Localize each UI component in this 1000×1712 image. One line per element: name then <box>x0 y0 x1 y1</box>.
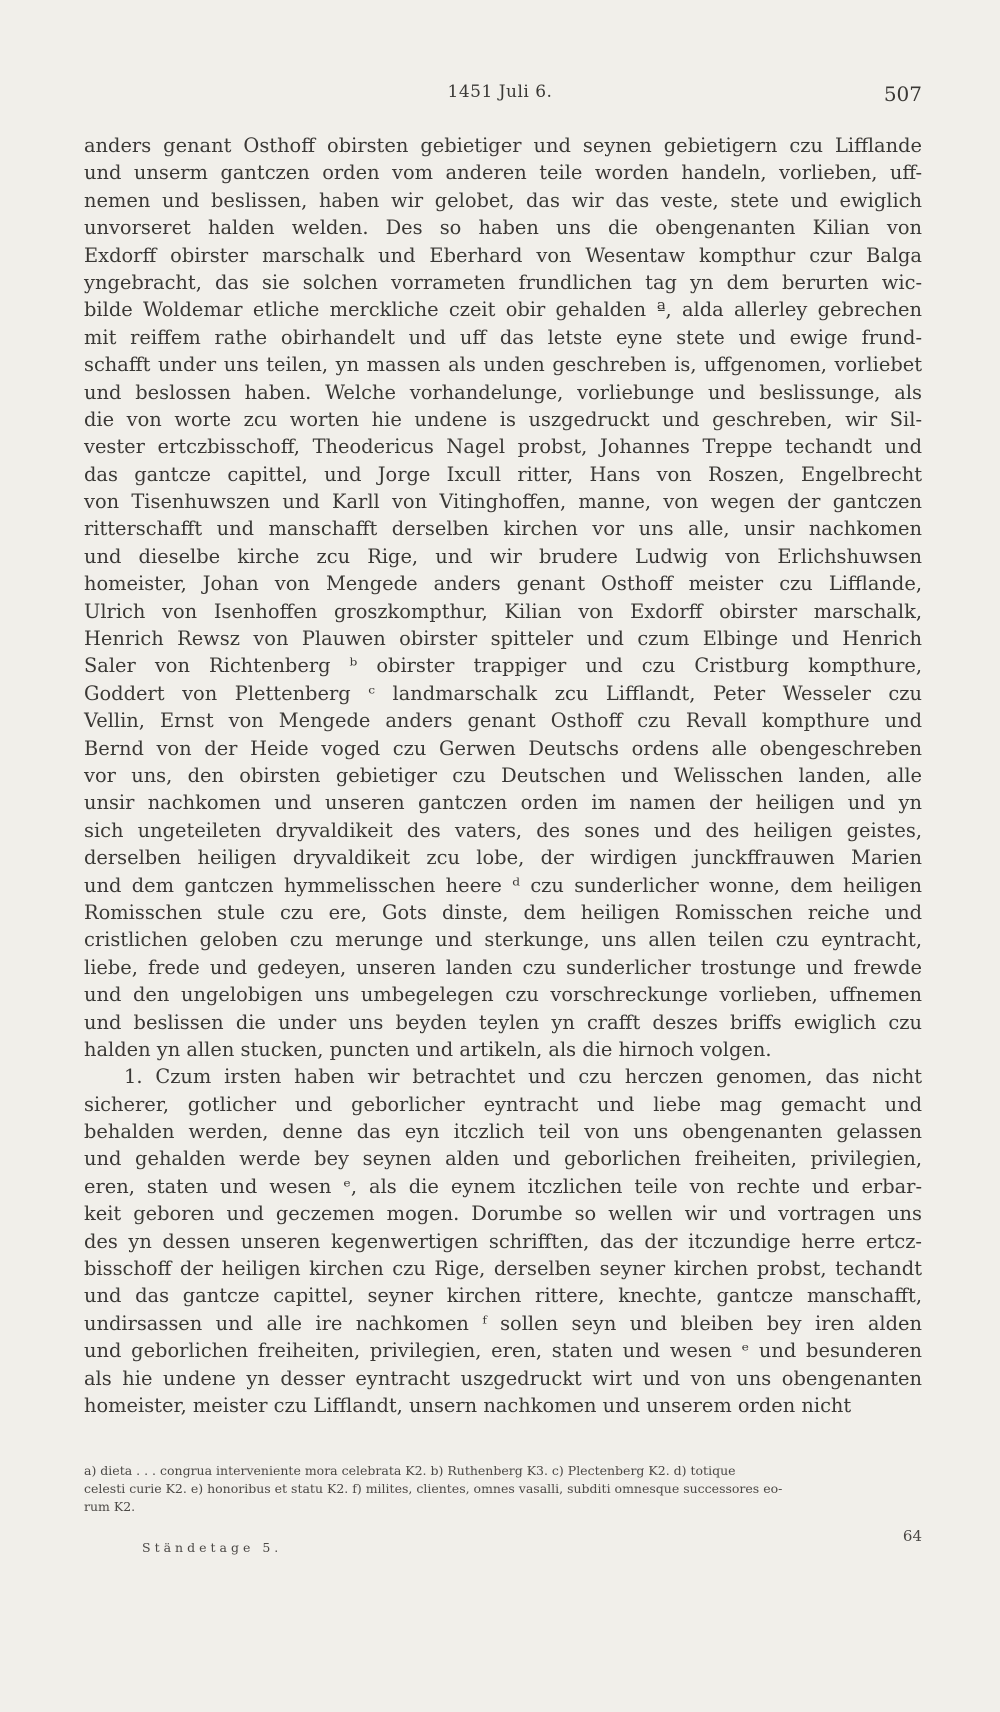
text-line: eren, staten und wesen ᵉ, als die eynem itczlichen teile von rechte und erbar- <box>84 1174 922 1198</box>
text-line: Bernd von der Heide voged czu Gerwen Deutschs ordens alle obengeschreben <box>84 736 922 760</box>
text-line: mit reiffem rathe obirhandelt und uff das letste eyne stete und ewige frund- <box>84 325 922 349</box>
text-line: undirsassen und alle ire nachkomen ᶠ sollen seyn und bleiben bey iren alden <box>84 1311 922 1335</box>
footnote-line: celesti curie K2. e) honoribus et statu K2. f) milites, clientes, omnes vasalli, subditi omnesque successores eo- <box>84 1481 783 1496</box>
text-line: und unserm gantczen orden vom anderen teile worden handeln, vorlieben, uff- <box>84 161 922 185</box>
text-line: sich ungeteileten dryvaldikeit des vaters, des sones und des heiligen geistes, <box>84 818 922 842</box>
text-line: von Tisenhuwszen und Karll von Vitinghoffen, manne, von wegen der gantczen <box>84 490 922 514</box>
text-line: die von worte zcu worten hie undene is uszgedruckt und geschreben, wir Sil- <box>84 407 922 431</box>
text-line: und dem gantczen hymmelisschen heere ᵈ czu sunderlicher wonne, dem heiligen <box>84 873 922 897</box>
running-head <box>0 78 1000 108</box>
footnote-line: a) dieta . . . congrua interveniente mora celebrata K2. b) Ruthenberg K3. c) Plectenberg K2. d) totique <box>84 1463 736 1478</box>
page-number: 507 <box>883 82 922 106</box>
text-line: cristlichen geloben czu merunge und sterkunge, uns allen teilen czu eyntracht, <box>84 928 922 952</box>
footnotes <box>84 1462 922 1516</box>
text-line: sicherer, gotlicher und geborlicher eyntracht und liebe mag gemacht und <box>84 1092 922 1116</box>
text-line: und gehalden werde bey seynen alden und geborlichen freiheiten, privilegien, <box>84 1147 922 1171</box>
text-line: Goddert von Plettenberg ᶜ landmarschalk zcu Lifflandt, Peter Wesseler czu <box>84 681 922 705</box>
text-line: schafft under uns teilen, yn massen als unden geschreben is, uffgenomen, vorliebet <box>84 353 922 377</box>
text-line: anders genant Osthoff obirsten gebietiger und seynen gebietigern czu Lifflande <box>84 134 922 157</box>
text-line: liebe, frede und gedeyen, unseren landen czu sunderlicher trostunge und frewde <box>84 955 922 979</box>
text-line: Henrich Rewsz von Plauwen obirster spitteler und czum Elbinge und Henrich <box>84 627 922 651</box>
text-line: unsir nachkomen und unseren gantczen orden im namen der heiligen und yn <box>84 791 922 815</box>
text-line: und beslissen die under uns beyden teylen yn crafft deszes briffs ewiglich czu <box>84 1010 922 1034</box>
footnote-line: rum K2. <box>84 1499 136 1514</box>
text-line: und dieselbe kirche zcu Rige, und wir brudere Ludwig von Erlichshuwsen <box>84 544 922 568</box>
text-line: homeister, meister czu Lifflandt, unsern nachkomen und unserem orden nicht <box>84 1393 852 1417</box>
text-line: 1. Czum irsten haben wir betrachtet und czu herczen genomen, das nicht <box>124 1065 922 1089</box>
text-line: das gantcze capittel, und Jorge Ixcull ritter, Hans von Roszen, Engelbrecht <box>84 462 922 486</box>
text-line: bisschoff der heiligen kirchen czu Rige, derselben seyner kirchen probst, techandt <box>84 1257 922 1281</box>
text-line: und das gantcze capittel, seyner kirchen rittere, knechte, gantcze manschafft, <box>84 1284 922 1308</box>
sheet-number: 64 <box>902 1527 922 1545</box>
body-text <box>84 132 922 1419</box>
text-line: unvorseret halden welden. Des so haben uns die obengenanten Kilian von <box>84 216 922 240</box>
text-line: keit geboren und geczemen mogen. Dorumbe so wellen wir und vortragen uns <box>84 1202 922 1226</box>
running-title: 1451 Juli 6. <box>447 82 553 102</box>
text-line: homeister, Johan von Mengede anders genant Osthoff meister czu Lifflande, <box>84 572 922 596</box>
text-line: derselben heiligen dryvaldikeit zcu lobe, der wirdigen junckffrauwen Marien <box>84 846 922 870</box>
signature-mark: Ständetage 5. <box>142 1540 283 1555</box>
text-line: und geborlichen freiheiten, privilegien, eren, staten und wesen ᵉ und besunderen <box>84 1339 922 1363</box>
text-line: Romisschen stule czu ere, Gots dinste, dem heiligen Romisschen reiche und <box>84 900 922 924</box>
text-line: Ulrich von Isenhoffen groszkompthur, Kilian von Exdorff obirster marschalk, <box>84 599 922 623</box>
text-line: und beslossen haben. Welche vorhandelunge, vorliebunge und beslissunge, als <box>84 380 922 404</box>
text-line: yngebracht, das sie solchen vorrameten frundlichen tag yn dem berurten wic- <box>84 270 922 294</box>
text-line: ritterschafft und manschafft derselben kirchen vor uns alle, unsir nachkomen <box>84 517 922 541</box>
text-line: behalden werden, denne das eyn itczlich teil von uns obengenanten gelassen <box>84 1120 922 1144</box>
text-line: und den ungelobigen uns umbegelegen czu vorschreckunge vorlieben, uffnemen <box>84 983 922 1007</box>
text-line: Vellin, Ernst von Mengede anders genant Osthoff czu Revall kompthure und <box>84 709 922 733</box>
text-line: nemen und beslissen, haben wir gelobet, das wir das veste, stete und ewiglich <box>84 188 922 212</box>
text-line: vor uns, den obirsten gebietiger czu Deutschen und Welisschen landen, alle <box>84 763 922 787</box>
text-line: Exdorff obirster marschalk und Eberhard von Wesentaw kompthur czur Balga <box>84 243 922 267</box>
text-line: als hie undene yn desser eyntracht uszgedruckt wirt und von uns obengenanten <box>84 1366 922 1390</box>
text-line: des yn dessen unseren kegenwertigen schrifften, das der itczundige herre ertcz- <box>84 1229 922 1253</box>
text-line: halden yn allen stucken, puncten und artikeln, als die hirnoch volgen. <box>84 1037 772 1061</box>
text-line: Saler von Richtenberg ᵇ obirster trappiger und czu Cristburg kompthure, <box>84 654 922 678</box>
text-line: bilde Woldemar etliche merckliche czeit obir gehalden ª, alda allerley gebrechen <box>84 298 922 322</box>
text-line: vester ertczbisschoff, Theodericus Nagel probst, Johannes Treppe techandt und <box>84 435 922 459</box>
